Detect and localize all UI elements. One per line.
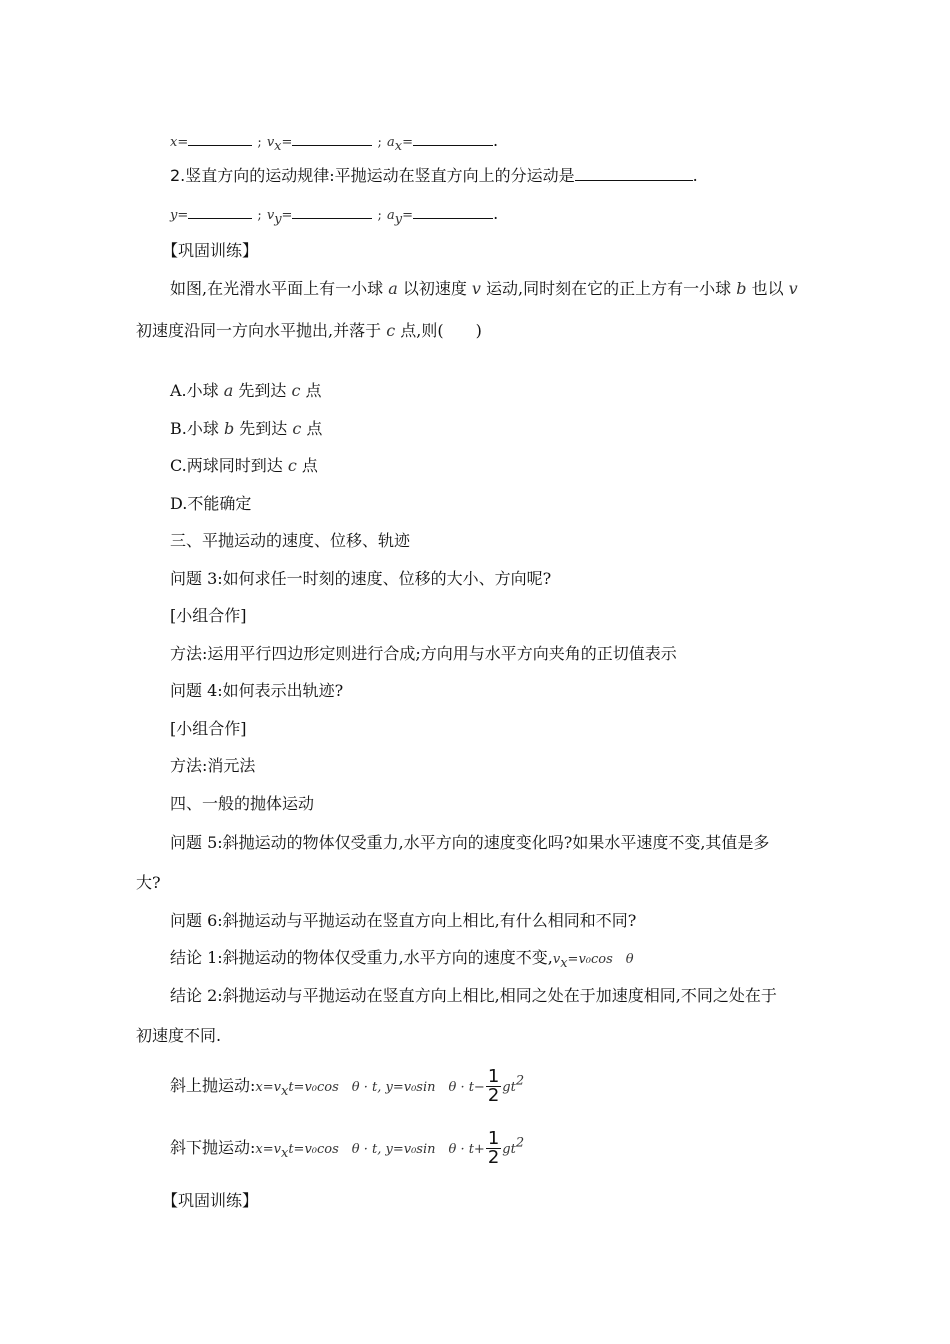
question-text: 如图,在光滑水平面上有一小球 <box>170 279 389 298</box>
period: . <box>493 204 499 223</box>
formula-line-x <box>170 130 498 158</box>
formula-sup: 2 <box>515 1073 525 1089</box>
formula-label: 斜上抛运动: <box>170 1076 256 1095</box>
var-c: c <box>386 321 396 340</box>
question-5-line-1: 问题 5:斜抛运动的物体仅受重力,水平方向的速度变化吗?如果水平速度不变,其值是多 <box>170 833 770 852</box>
ay-sub: y <box>394 212 403 228</box>
formula-sub: x <box>560 956 568 972</box>
vx-label: v <box>266 135 275 150</box>
var-a: a <box>388 279 398 298</box>
vy-eq: = <box>281 208 293 223</box>
fraction-half <box>486 1130 501 1167</box>
formula-part: gt <box>502 1142 516 1157</box>
question-text: 运动,同时刻在它的正上方有一小球 <box>480 279 737 298</box>
var-v: v <box>788 279 798 298</box>
option-var: c <box>292 419 302 438</box>
option-text: A.小球 <box>170 381 224 400</box>
y-blank <box>188 204 252 219</box>
item-2 <box>170 165 698 187</box>
group-work-2: [小组合作] <box>170 719 247 738</box>
sep: ; <box>377 208 382 223</box>
item-2-number: 2. <box>170 166 186 185</box>
formula-part: gt <box>502 1080 516 1095</box>
question-text: 以初速度 <box>397 279 472 298</box>
question-line-1 <box>170 278 798 300</box>
fraction-denominator: 2 <box>487 1147 500 1168</box>
ay-blank <box>413 204 493 219</box>
vx-eq: = <box>281 135 293 150</box>
formula-part: x=v <box>255 1142 281 1157</box>
sep: ; <box>377 135 382 150</box>
question-text: 点,则( ) <box>395 321 482 340</box>
formula-sup: 2 <box>515 1135 525 1151</box>
option-text: 点 <box>301 419 323 438</box>
method-2: 方法:消元法 <box>170 756 256 775</box>
question-3: 问题 3:如何求任一时刻的速度、位移的大小、方向呢? <box>170 569 552 588</box>
x-label: x= <box>170 135 189 150</box>
ax-eq: = <box>402 135 414 150</box>
conclusion-2-line-2: 初速度不同. <box>136 1026 222 1045</box>
formula-sub: x <box>280 1146 289 1162</box>
var-v: v <box>471 279 481 298</box>
question-4: 问题 4:如何表示出轨迹? <box>170 681 344 700</box>
ax-sub: x <box>394 139 403 155</box>
formula-part: x=v <box>255 1080 281 1095</box>
vx-blank <box>292 131 372 146</box>
option-var: a <box>223 381 234 400</box>
conclusion-text: 结论 1:斜抛运动的物体仅受重力,水平方向的速度不变, <box>170 948 553 967</box>
formula-label: 斜下抛运动: <box>170 1138 256 1157</box>
option-a <box>170 380 322 402</box>
practice-heading: 【巩固训练】 <box>162 241 259 260</box>
formula-rest: =v₀cos θ <box>567 952 634 967</box>
option-c <box>170 455 318 477</box>
formula-part: t=v₀cos θ · t, y=v₀sin θ · t− <box>288 1080 485 1095</box>
vy-label: v <box>266 208 275 223</box>
y-label: y= <box>170 208 189 223</box>
question-5-line-2: 大? <box>136 873 161 892</box>
question-line-2 <box>136 320 482 342</box>
option-text: 先到达 <box>234 419 293 438</box>
fraction-numerator: 1 <box>487 1128 500 1149</box>
oblique-up-formula <box>170 1068 524 1105</box>
conclusion-1 <box>170 947 634 975</box>
var-b: b <box>736 279 747 298</box>
question-6: 问题 6:斜抛运动与平抛运动在竖直方向上相比,有什么相同和不同? <box>170 911 637 930</box>
formula-line-y <box>170 203 498 231</box>
group-work-1: [小组合作] <box>170 606 247 625</box>
ay-label: a <box>387 208 395 223</box>
fraction-half <box>486 1068 501 1105</box>
x-blank <box>188 131 252 146</box>
sep: ; <box>257 208 262 223</box>
item-2-blank <box>575 166 693 181</box>
ay-eq: = <box>402 208 414 223</box>
sep: ; <box>257 135 262 150</box>
vx-sub: x <box>274 139 282 155</box>
option-var: c <box>291 381 301 400</box>
option-var: b <box>223 419 235 438</box>
oblique-down-formula <box>170 1130 524 1167</box>
vy-sub: y <box>274 212 282 228</box>
period: . <box>692 166 698 185</box>
method-1: 方法:运用平行四边形定则进行合成;方向用与水平方向夹角的正切值表示 <box>170 644 677 663</box>
item-2-text: 竖直方向的运动规律:平抛运动在竖直方向上的分运动是 <box>185 166 575 185</box>
option-text: D.不能确定 <box>170 494 252 513</box>
section-4-heading: 四、一般的抛体运动 <box>170 794 315 813</box>
period: . <box>493 131 499 150</box>
conclusion-2-line-1: 结论 2:斜抛运动与平抛运动在竖直方向上相比,相同之处在于加速度相同,不同之处在于 <box>170 986 777 1005</box>
option-var: c <box>287 456 297 475</box>
formula-sub: x <box>280 1084 289 1100</box>
option-text: 点 <box>300 381 322 400</box>
section-3-heading: 三、平抛运动的速度、位移、轨迹 <box>170 531 411 550</box>
ax-label: a <box>387 135 395 150</box>
option-text: 点 <box>296 456 318 475</box>
fraction-denominator: 2 <box>487 1085 500 1106</box>
vy-blank <box>292 204 372 219</box>
option-text: C.两球同时到达 <box>170 456 288 475</box>
practice-heading-2: 【巩固训练】 <box>162 1191 259 1210</box>
option-d <box>170 493 251 515</box>
formula-v: v <box>552 952 561 967</box>
fraction-numerator: 1 <box>487 1066 500 1087</box>
ax-blank <box>413 131 493 146</box>
question-text: 初速度沿同一方向水平抛出,并落于 <box>136 321 387 340</box>
question-text: 也以 <box>746 279 789 298</box>
option-b <box>170 418 322 440</box>
option-text: 先到达 <box>233 381 292 400</box>
option-text: B.小球 <box>170 419 224 438</box>
formula-part: t=v₀cos θ · t, y=v₀sin θ · t+ <box>288 1142 485 1157</box>
